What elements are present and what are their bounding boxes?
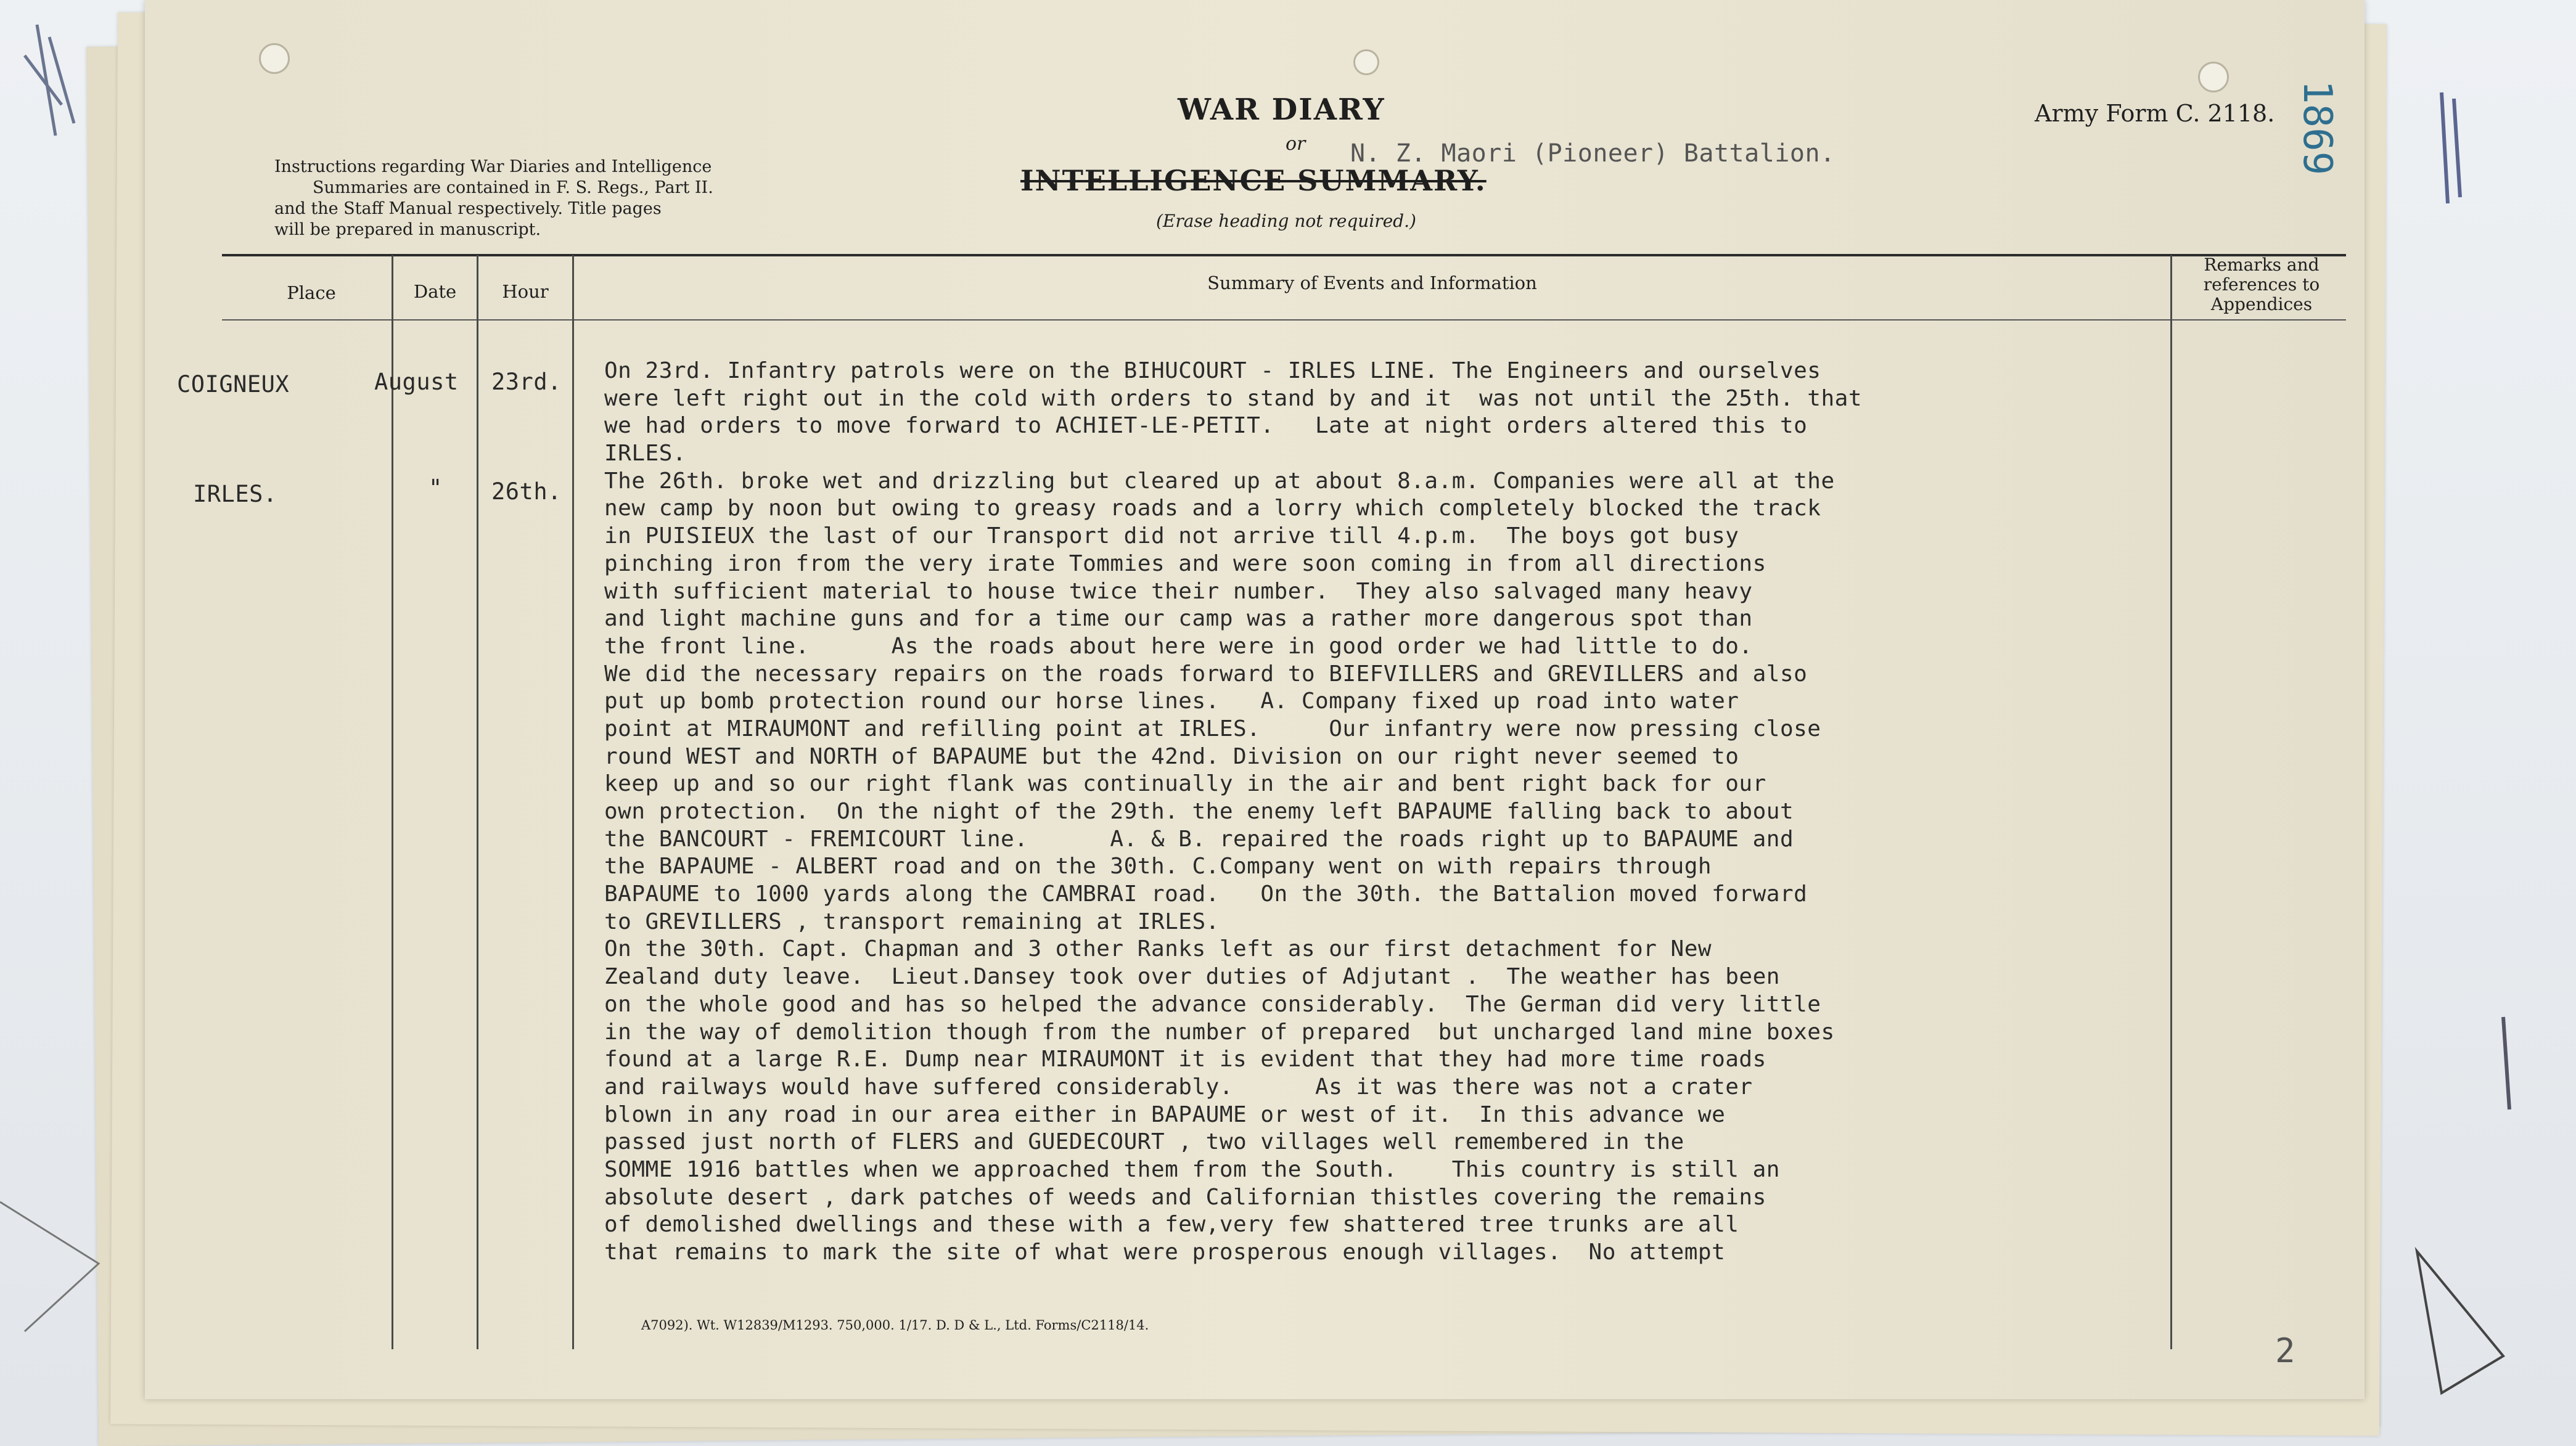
entry-place: COIGNEUX bbox=[177, 371, 290, 398]
entry-place: IRLES. bbox=[193, 481, 277, 507]
column-divider bbox=[572, 255, 574, 1349]
corner-page-number: 2 bbox=[2275, 1331, 2296, 1370]
intelligence-summary-heading: INTELLIGENCE SUMMARY. bbox=[1020, 164, 1487, 197]
punch-hole bbox=[2198, 62, 2229, 92]
instructions-note: Instructions regarding War Diaries and Intelligence Summaries are contained in F. S. Regs., Part II. and the Staff Manual respectively. Title pages will be prepared in manuscript. bbox=[274, 157, 713, 239]
form-print-reference: A7092). Wt. W12839/M1293. 750,000. 1/17. D. D & L., Ltd. Forms/C2118/14. bbox=[641, 1318, 1149, 1333]
column-divider bbox=[2170, 255, 2172, 1349]
punch-hole bbox=[259, 43, 290, 74]
column-divider bbox=[392, 255, 393, 1349]
column-header-date: Date bbox=[413, 281, 457, 302]
table-top-rule bbox=[222, 254, 2346, 256]
entry-hour: 23rd. bbox=[491, 369, 562, 395]
entry-date: August bbox=[374, 369, 459, 395]
punch-hole bbox=[1353, 49, 1379, 75]
column-header-summary: Summary of Events and Information bbox=[1207, 272, 1537, 293]
unit-name: N. Z. Maori (Pioneer) Battalion. bbox=[1350, 139, 1836, 168]
entry-hour: 26th. bbox=[491, 478, 562, 505]
pencil-marks-right bbox=[2380, 0, 2576, 1446]
column-header-remarks: Remarks and references to Appendices bbox=[2203, 255, 2320, 314]
erase-heading-note: (Erase heading not required.) bbox=[1156, 211, 1416, 231]
diary-title: WAR DIARY bbox=[1178, 92, 1385, 127]
entry-date: " bbox=[429, 475, 443, 501]
title-or: or bbox=[1286, 133, 1306, 155]
war-diary-page bbox=[145, 0, 2365, 1399]
summary-text: On 23rd. Infantry patrols were on the BIHUCOURT - IRLES LINE. The Engineers and ourselves were left right out in the cold with orders to stand by and it was not until the 25th. that we had orders to move forward to ACHIET-LE-PETIT. Late at night orders altered this to IRLES. The 26th. broke wet and drizzling but cleared up at about 8.a.m. Companies were all at the new camp by noon but owing to greasy roads and a lorry which completely blocked the track in PUISIEUX the last of our Transport did not arrive till 4.p.m. The boys got busy pinching iron from the very irate Tommies and were soon coming in from all directions with sufficient material to house twice their number. They also salvaged many heavy and light machine guns and for a time our camp was a rather more dangerous spot than the front line. As the roads about here were in good order we had little to do. We did the necessary repairs on the roads forward to BIEFVILLERS and GREVILLERS and also put up bomb protection round our horse lines. A. Company fixed up road into water point at MIRAUMONT and refilling point at IRLES. Our infantry were now pressing close round WEST and NORTH of BAPAUME but the 42nd. Division on our right never seemed to keep up and so our right flank was continually in the air and bent right back for our own protection. On the night of the 29th. the enemy left BAPAUME falling back to about the BANCOURT - FREMICOURT line. A. & B. repaired the roads right up to BAPAUME and the BAPAUME - ALBERT road and on the 30th. C.Company went on with repairs through BAPAUME to 1000 yards along the CAMBRAI road. On the 30th. the Battalion moved forward to GREVILLERS , transport remaining at IRLES. On the 30th. Capt. Chapman and 3 other Ranks left as our first detachment for New Zealand duty leave. Lieut.Dansey took over duties of Adjutant . The weather has been on the whole good and has so helped the advance considerably. The German did very little in the way of demolition though from the number of prepared but uncharged land mine boxes found at a large R.E. Dump near MIRAUMONT it is evident that they had more time roads and railways would have suffered considerably. As it was there was not a crater blown in any road in our area either in BAPAUME or west of it. In this advance we passed just north of FLERS and GUEDECOURT , two villages well remembered in the SOMME 1916 battles when we approached them from the South. This country is still an absolute desert , dark patches of weeds and Californian thistles covering the remains of demolished dwellings and these with a few,very few shattered tree trunks are all that remains to mark the site of what were prosperous enough villages. No attempt bbox=[604, 358, 1862, 1265]
stamp-number: 1869 bbox=[2294, 80, 2340, 176]
column-header-hour: Hour bbox=[502, 281, 549, 302]
army-form-number: Army Form C. 2118. bbox=[2035, 100, 2275, 127]
column-divider bbox=[477, 255, 478, 1349]
column-header-place: Place bbox=[287, 282, 336, 303]
pencil-marks-left bbox=[0, 0, 148, 1446]
header-bottom-rule bbox=[222, 319, 2346, 321]
